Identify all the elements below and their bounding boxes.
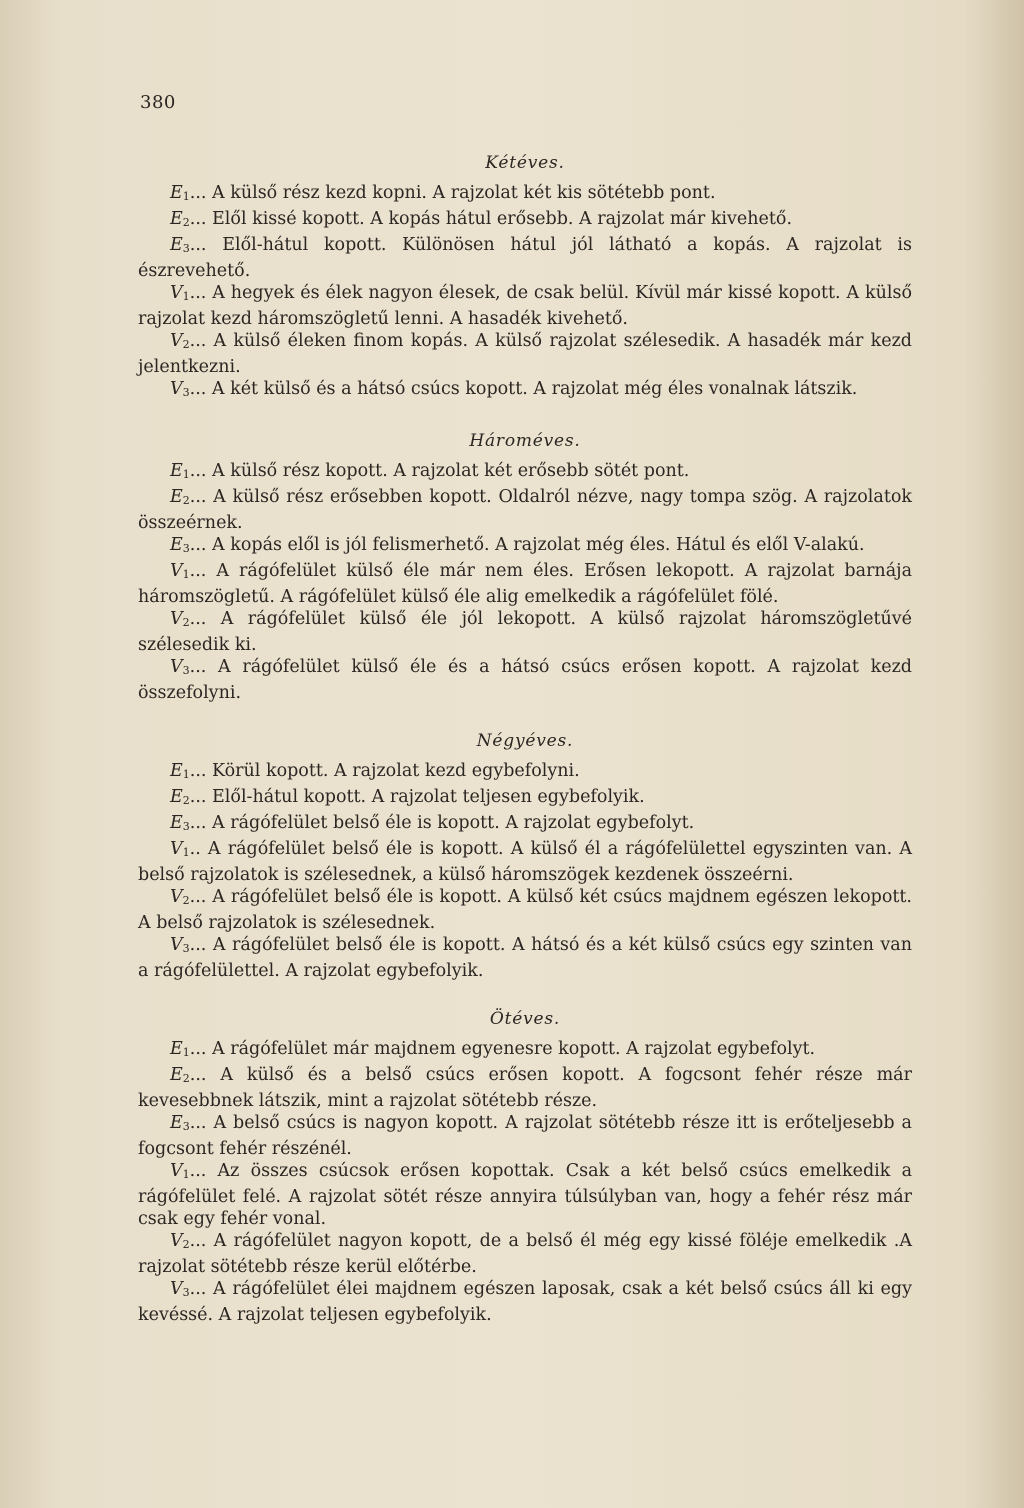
entry-code: V <box>170 283 183 303</box>
entry-text: ... A külső és a belső csúcs erősen kopott. A fogcsont fehér része már kevesebbnek látszik, mint a rajzolat sötétebb része. <box>138 1065 912 1111</box>
entry-code-subscript: 2 <box>182 216 190 229</box>
section <box>138 152 912 404</box>
page-number: 380 <box>140 92 176 113</box>
entry-text: ... A rágófelület nagyon kopott, de a belső él még egy kissé föléje emelkedik .A rajzolat sötétebb része kerül előtérbe. <box>138 1231 912 1277</box>
entry-code: E <box>170 209 183 229</box>
entry-code: V <box>170 1279 183 1299</box>
entry-paragraph <box>138 560 912 608</box>
page-content <box>138 152 912 1352</box>
entry-paragraph <box>138 1160 912 1230</box>
entry-text: ... Az összes csúcsok erősen kopottak. Csak a két belső csúcs emelkedik a rágófelület felé. A rajzolat sötét része annyira túlsúlyban van, hogy a fehér rész már csak egy fehér vonal. <box>138 1161 912 1229</box>
entry-code: E <box>170 487 183 507</box>
entry-code-subscript: 2 <box>182 894 190 907</box>
entry-code: V <box>170 935 183 955</box>
entry-code: E <box>170 535 183 555</box>
section-heading: Négyéves. <box>476 731 574 751</box>
entry-text: ... A rágófelület belső éle is kopott. A külső két csúcs majdnem egészen lekopott. A belső rajzolatok is szélesednek. <box>138 887 912 933</box>
entry-paragraph <box>138 1112 912 1160</box>
entry-code-subscript: 2 <box>182 794 190 807</box>
entry-text: ... Körül kopott. A rajzolat kezd egybefolyni. <box>189 761 580 781</box>
entry-paragraph <box>138 330 912 378</box>
entry-paragraph <box>138 1064 912 1112</box>
entry-code-subscript: 1 <box>182 290 190 303</box>
entry-paragraph <box>138 786 912 812</box>
entry-text: ... A külső éleken finom kopás. A külső rajzolat szélesedik. A hasadék már kezd jelentkezni. <box>138 331 912 377</box>
entry-code-subscript: 3 <box>182 1286 190 1299</box>
entry-code: E <box>170 183 183 203</box>
entry-text: ... A rágófelület belső éle is kopott. A hátsó és a két külső csúcs egy szinten van a rágófelülettel. A rajzolat egybefolyik. <box>138 935 912 981</box>
entry-code: E <box>170 235 183 255</box>
entry-code-subscript: 1 <box>182 468 190 481</box>
entry-code-subscript: 3 <box>182 942 190 955</box>
entry-code-subscript: 2 <box>182 1072 190 1085</box>
entry-text: ... A rágófelület már majdnem egyenesre kopott. A rajzolat egybefolyt. <box>189 1039 816 1059</box>
entry-paragraph <box>138 460 912 486</box>
entry-code: V <box>170 887 183 907</box>
entry-code-subscript: 1 <box>182 768 190 781</box>
entry-text: ... Elől kissé kopott. A kopás hátul erősebb. A rajzolat már kivehető. <box>189 209 793 229</box>
entry-paragraph <box>138 1278 912 1326</box>
entry-paragraph <box>138 182 912 208</box>
entry-code-subscript: 1 <box>182 190 190 203</box>
entry-code-subscript: 2 <box>182 1238 190 1251</box>
entry-code-subscript: 3 <box>182 1120 190 1133</box>
entry-paragraph <box>138 378 912 404</box>
entry-code: V <box>170 609 183 629</box>
entry-code: V <box>170 839 183 859</box>
entry-code: E <box>170 813 183 833</box>
entry-paragraph <box>138 282 912 330</box>
entry-paragraph <box>138 1038 912 1064</box>
entry-code-subscript: 3 <box>182 542 190 555</box>
entry-paragraph <box>138 656 912 704</box>
section-heading: Kétéves. <box>485 153 565 173</box>
entry-code: V <box>170 1231 183 1251</box>
entry-code-subscript: 1 <box>182 1046 190 1059</box>
entry-text: ... A kopás elől is jól felismerhető. A rajzolat még éles. Hátul és elől V-alakú. <box>189 535 865 555</box>
entry-text: ... A hegyek és élek nagyon élesek, de csak belül. Kívül már kissé kopott. A külső rajzolat kezd háromszögletű lenni. A hasadék kivehető. <box>138 283 912 329</box>
entry-paragraph <box>138 838 912 886</box>
entry-text: ... A rágófelület belső éle is kopott. A rajzolat egybefolyt. <box>189 813 695 833</box>
entry-text: ... Elől-hátul kopott. Különösen hátul jól látható a kopás. A rajzolat is észrevehető. <box>138 235 912 281</box>
entry-code-subscript: 3 <box>182 820 190 833</box>
entry-text: ... A külső rész erősebben kopott. Oldalról nézve, nagy tompa szög. A rajzolatok összeérnek. <box>138 487 912 533</box>
entry-text: ... Elől-hátul kopott. A rajzolat teljesen egybefolyik. <box>189 787 645 807</box>
entry-paragraph <box>138 812 912 838</box>
entry-code-subscript: 1 <box>182 568 190 581</box>
entry-text: ... A külső rész kopott. A rajzolat két erősebb sötét pont. <box>189 461 690 481</box>
entry-code: V <box>170 331 183 351</box>
entry-code-subscript: 1 <box>182 846 190 859</box>
entry-code: E <box>170 761 183 781</box>
section-heading: Ötéves. <box>489 1009 561 1029</box>
entry-text: ... A rágófelület külső éle már nem éles. Erősen lekopott. A rajzolat barnája háromszögletű. A rágófelület külső éle alig emelkedik a rágófelület fölé. <box>138 561 912 607</box>
entry-code-subscript: 2 <box>182 494 190 507</box>
section <box>138 430 912 704</box>
entry-code: V <box>170 379 183 399</box>
entry-text: ... A rágófelület élei majdnem egészen laposak, csak a két belső csúcs áll ki egy kevéssé. A rajzolat teljesen egybefolyik. <box>138 1279 912 1325</box>
entry-code: E <box>170 1113 183 1133</box>
section <box>138 730 912 982</box>
section <box>138 1008 912 1326</box>
entry-code-subscript: 3 <box>182 664 190 677</box>
entry-code: V <box>170 1161 183 1181</box>
entry-paragraph <box>138 534 912 560</box>
entry-code: E <box>170 787 183 807</box>
entry-text: ... A rágófelület külső éle és a hátsó csúcs erősen kopott. A rajzolat kezd összefolyni. <box>138 657 912 703</box>
entry-paragraph <box>138 234 912 282</box>
entry-code: E <box>170 1039 183 1059</box>
entry-code-subscript: 1 <box>182 1168 190 1181</box>
entry-code-subscript: 3 <box>182 242 190 255</box>
entry-code-subscript: 3 <box>182 386 190 399</box>
entry-text: ... A rágófelület külső éle jól lekopott. A külső rajzolat háromszögletűvé szélesedik ki. <box>138 609 912 655</box>
entry-text: ... A belső csúcs is nagyon kopott. A rajzolat sötétebb része itt is erőteljesebb a fogcsont fehér részénél. <box>138 1113 912 1159</box>
entry-paragraph <box>138 760 912 786</box>
entry-paragraph <box>138 208 912 234</box>
entry-paragraph <box>138 1230 912 1278</box>
section-heading: Hároméves. <box>469 431 581 451</box>
entry-code: V <box>170 561 183 581</box>
entry-code: V <box>170 657 183 677</box>
entry-text: .. A rágófelület belső éle is kopott. A külső él a rágófelülettel egyszinten van. A belső rajzolatok is szélesednek, a külső háromszögek kezdenek összeérni. <box>138 839 912 885</box>
entry-paragraph <box>138 486 912 534</box>
entry-code-subscript: 2 <box>182 338 190 351</box>
entry-paragraph <box>138 934 912 982</box>
entry-text: ... A külső rész kezd kopni. A rajzolat két kis sötétebb pont. <box>189 183 716 203</box>
entry-paragraph <box>138 886 912 934</box>
entry-code-subscript: 2 <box>182 616 190 629</box>
entry-paragraph <box>138 608 912 656</box>
entry-code: E <box>170 461 183 481</box>
entry-text: ... A két külső és a hátsó csúcs kopott. A rajzolat még éles vonalnak látszik. <box>189 379 858 399</box>
entry-code: E <box>170 1065 183 1085</box>
